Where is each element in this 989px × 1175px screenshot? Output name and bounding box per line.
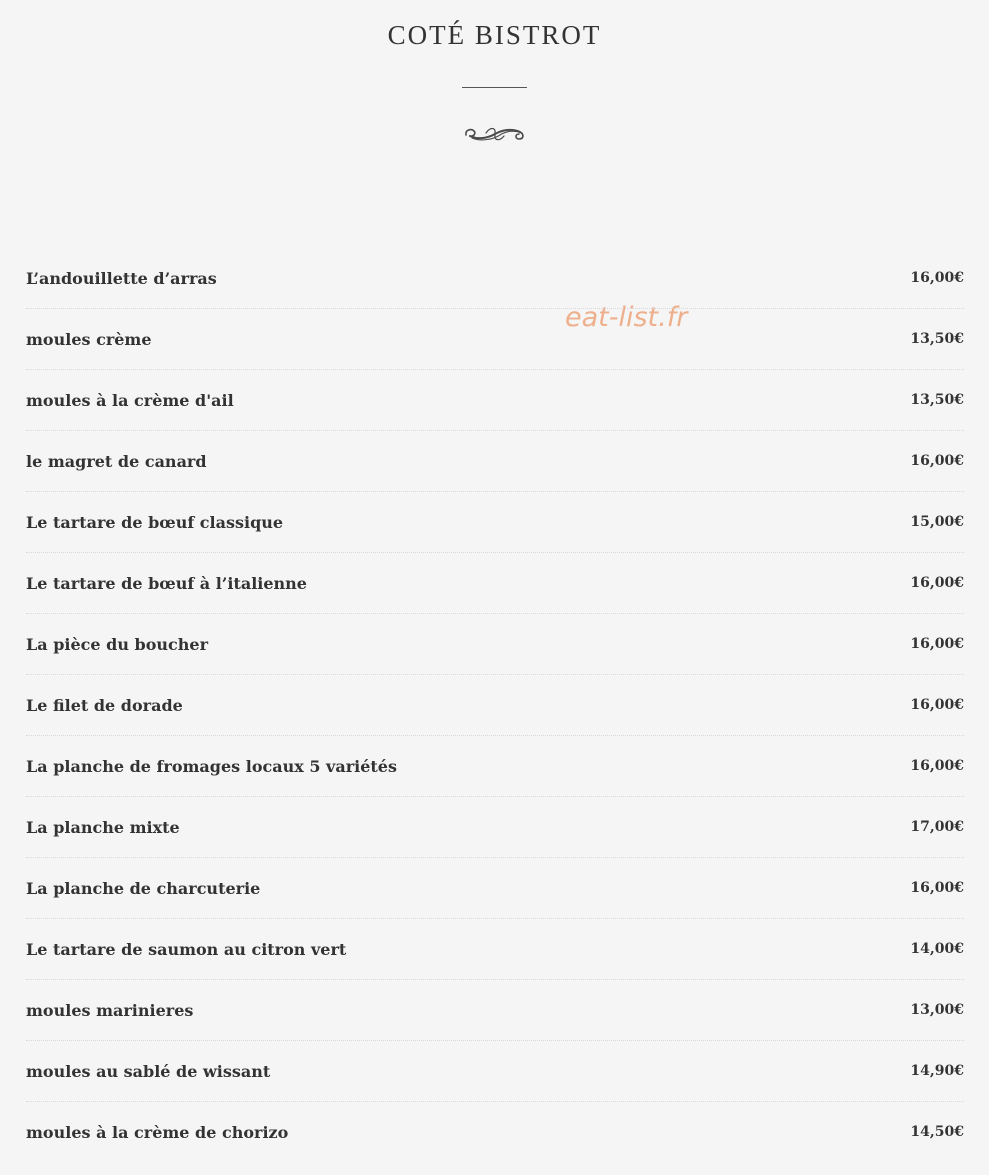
menu-item bbox=[26, 370, 964, 431]
menu-item bbox=[26, 431, 964, 492]
menu-item-price: 16,00€ bbox=[910, 758, 964, 774]
menu-item-price: 16,00€ bbox=[910, 636, 964, 652]
menu-item-name: moules au sablé de wissant bbox=[26, 1061, 271, 1081]
menu-item-name: Le filet de dorade bbox=[26, 695, 183, 715]
menu-item-name: La pièce du boucher bbox=[26, 634, 208, 654]
menu-item-price: 14,00€ bbox=[910, 941, 964, 957]
menu-item-name: moules marinieres bbox=[26, 1000, 194, 1020]
menu-item-name: Le tartare de bœuf à l’italienne bbox=[26, 573, 307, 593]
menu-item-price: 17,00€ bbox=[910, 819, 964, 835]
menu-item-name: La planche de fromages locaux 5 variétés bbox=[26, 756, 397, 776]
menu-item-name: Le tartare de saumon au citron vert bbox=[26, 939, 347, 959]
menu-item bbox=[26, 248, 964, 309]
menu-item bbox=[26, 675, 964, 736]
menu-item-name: moules à la crème d'ail bbox=[26, 390, 234, 410]
menu-item-price: 14,90€ bbox=[910, 1063, 964, 1079]
menu-item bbox=[26, 919, 964, 980]
menu-item-price: 16,00€ bbox=[910, 697, 964, 713]
menu-item-price: 13,00€ bbox=[910, 1002, 964, 1018]
menu-item-price: 16,00€ bbox=[910, 575, 964, 591]
menu-item-price: 16,00€ bbox=[910, 880, 964, 896]
menu-item bbox=[26, 858, 964, 919]
menu-item bbox=[26, 1102, 964, 1162]
watermark: eat-list.fr bbox=[565, 302, 688, 333]
flourish-icon bbox=[462, 121, 528, 147]
menu-item bbox=[26, 309, 964, 370]
menu-item bbox=[26, 553, 964, 614]
menu-item-price: 13,50€ bbox=[910, 331, 964, 347]
menu-item-price: 16,00€ bbox=[910, 270, 964, 286]
menu-item bbox=[26, 797, 964, 858]
menu-item-price: 16,00€ bbox=[910, 453, 964, 469]
menu-item bbox=[26, 736, 964, 797]
menu-list bbox=[26, 248, 964, 1162]
menu-item bbox=[26, 614, 964, 675]
menu-item-price: 13,50€ bbox=[910, 392, 964, 408]
menu-item-name: L’andouillette d’arras bbox=[26, 268, 217, 288]
page-title: COTÉ BISTROT bbox=[387, 20, 602, 50]
menu-item-price: 14,50€ bbox=[910, 1124, 964, 1140]
menu-item-name: moules crème bbox=[26, 329, 152, 349]
menu-item bbox=[26, 1041, 964, 1102]
menu-item-name: La planche mixte bbox=[26, 817, 180, 837]
title-divider bbox=[462, 87, 527, 88]
menu-item-price: 15,00€ bbox=[910, 514, 964, 530]
menu-item bbox=[26, 980, 964, 1041]
menu-item-name: le magret de canard bbox=[26, 451, 207, 471]
menu-item bbox=[26, 492, 964, 553]
menu-item-name: moules à la crème de chorizo bbox=[26, 1122, 289, 1142]
menu-item-name: La planche de charcuterie bbox=[26, 878, 261, 898]
menu-item-name: Le tartare de bœuf classique bbox=[26, 512, 284, 532]
